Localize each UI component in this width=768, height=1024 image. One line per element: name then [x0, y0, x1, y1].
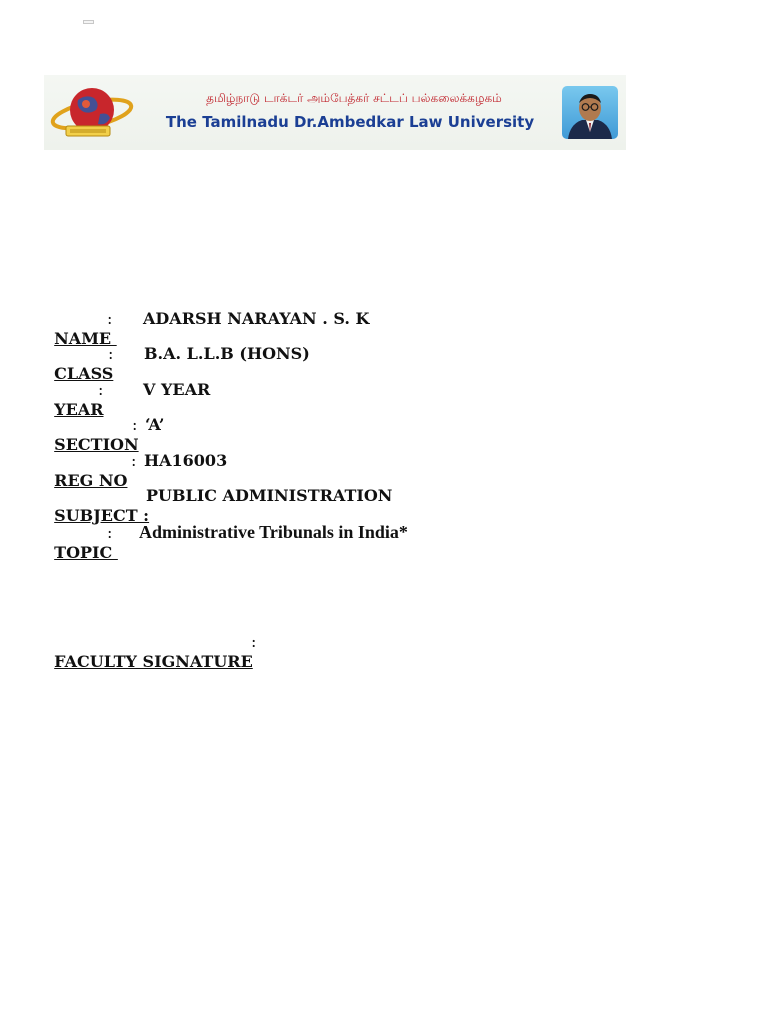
- emblem-lettering: [70, 129, 106, 133]
- year-value: V YEAR: [143, 380, 211, 399]
- class-value: B.A. L.L.B (HONS): [144, 344, 310, 363]
- topic-value: Administrative Tribunals in India*: [139, 522, 408, 542]
- faculty-signature-field: [44, 632, 257, 692]
- section-label: SECTION: [54, 435, 139, 454]
- name-label: NAME: [54, 329, 117, 348]
- tamil-university-title: தமிழ்நாடு டாக்டர் அம்பேத்கர் சட்டப் பல்கலைக்கழகம்: [206, 91, 502, 105]
- english-university-title: The Tamilnadu Dr.Ambedkar Law University: [165, 113, 535, 131]
- reg-no-separator: :: [131, 451, 137, 470]
- topic-field: [44, 522, 408, 603]
- year-label: YEAR: [54, 400, 104, 419]
- name-separator: :: [107, 309, 113, 328]
- reg-no-value: HA16003: [144, 451, 228, 470]
- faculty-signature-separator: :: [251, 632, 257, 651]
- topic-separator: :: [107, 523, 113, 542]
- section-value: ‘A’: [145, 415, 165, 434]
- class-separator: :: [108, 344, 114, 363]
- university-banner: [44, 75, 626, 150]
- university-emblem-icon: [50, 84, 134, 142]
- class-label: CLASS: [54, 364, 114, 383]
- page-marker: [83, 20, 94, 24]
- ambedkar-portrait: [562, 86, 618, 139]
- subject-label: SUBJECT :: [54, 506, 150, 525]
- reg-no-label: REG NO: [54, 471, 128, 490]
- name-value: ADARSH NARAYAN . S. K: [143, 309, 370, 328]
- faculty-signature-label: FACULTY SIGNATURE: [54, 652, 253, 671]
- subject-value: PUBLIC ADMINISTRATION: [146, 486, 393, 505]
- year-separator: :: [98, 380, 104, 399]
- section-separator: :: [132, 415, 138, 434]
- portrait-icon: [562, 86, 618, 139]
- topic-label: TOPIC: [54, 543, 118, 562]
